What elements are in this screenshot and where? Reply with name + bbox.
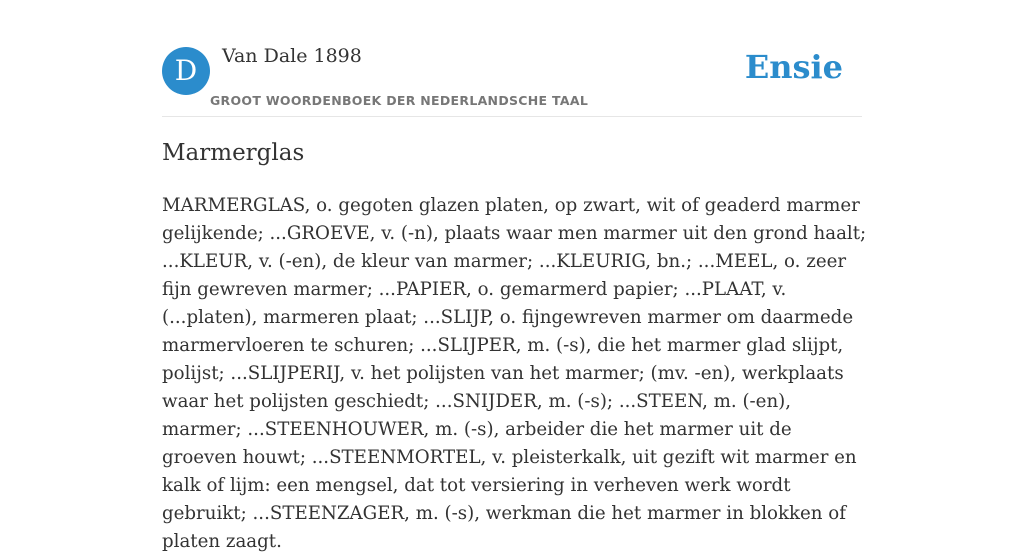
dictionary-subtitle: GROOT WOORDENBOEK DER NEDERLANDSCHE TAAL [210,93,589,108]
entry-definition: MARMERGLAS, o. gegoten glazen platen, op zwart, wit of geaderd marmer gelijkende; ...GROEVE, v. (-n), plaats waar men marmer uit den grond haalt; ...KLEUR, v. (-en), de kleur van marmer; ...KLEURIG, bn.; ...MEEL, o. zeer fijn gewreven marmer; ...PAPIER, o. gemarmerd papier; ...PLAAT, v. (...platen), marmeren plaat; ...SLIJP, o. fijngewreven marmer om daarmede marmervloeren te schuren; ...SLIJPER, m. (-s), die het marmer glad slijpt, polijst; ...SLIJPERIJ, v. het polijsten van het marmer; (mv. -en), werkplaats waar het polijsten geschiedt; ...SNIJDER, m. (-s); ...STEEN, m. (-en), marmer; ...STEENHOUWER, m. (-s), arbeider die het marmer uit de groeven houwt; ...STEENMORTEL, v. pleisterkalk, uit gezift wit marmer en kalk of lijm: een mengsel, dat tot versiering in verheven werk wordt gebruikt; ...STEENZAGER, m. (-s), werkman die het marmer in blokken of platen zaagt. [162,195,867,552]
entry-title: Marmerglas [162,140,305,166]
dictionary-logo[interactable]: D [162,47,210,95]
dictionary-title[interactable]: Van Dale 1898 [222,45,362,67]
ensie-logo[interactable]: Ensie [744,48,843,86]
dictionary-header [162,0,862,117]
